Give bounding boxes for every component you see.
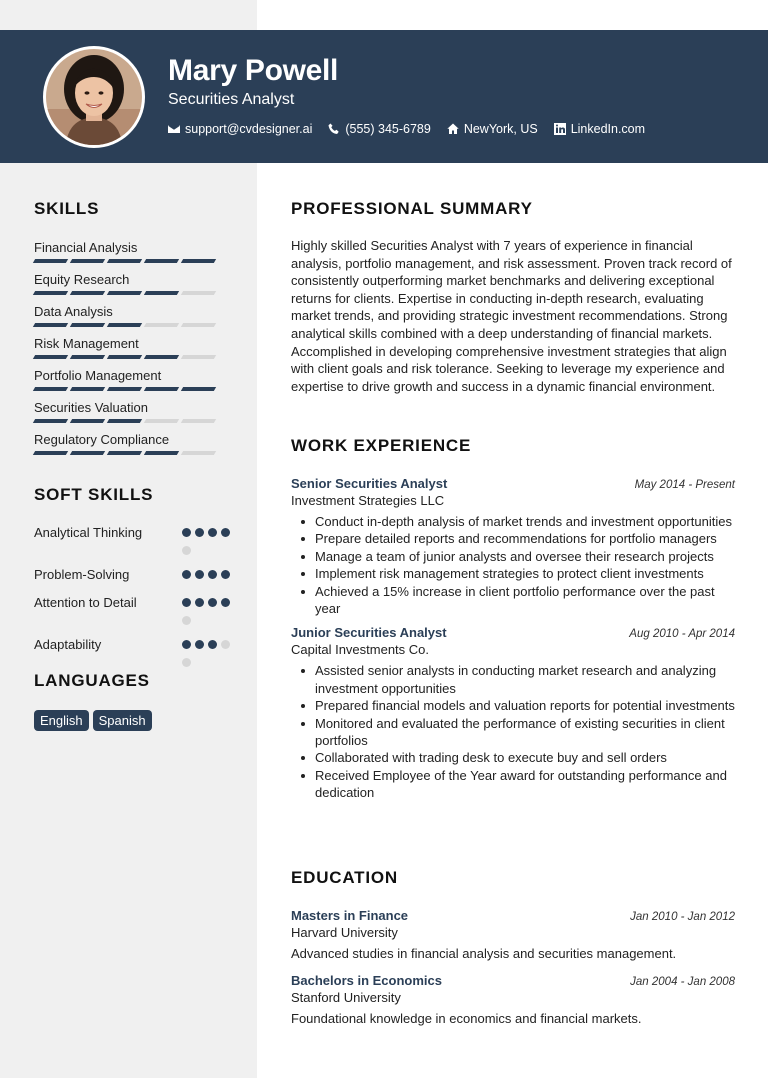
soft-skills-list xyxy=(34,524,234,676)
summary-heading: PROFESSIONAL SUMMARY xyxy=(291,199,533,218)
skill-label: Data Analysis xyxy=(34,304,113,319)
soft-skills-section xyxy=(34,485,234,676)
rating-dot xyxy=(221,570,230,579)
rating-dot xyxy=(195,570,204,579)
skill-row xyxy=(34,271,234,303)
skill-level-bar xyxy=(34,419,234,423)
skill-level-segment xyxy=(144,259,179,263)
rating-dot xyxy=(221,598,230,607)
job-bullets xyxy=(291,662,735,801)
education-entry xyxy=(291,973,735,1026)
skill-label: Financial Analysis xyxy=(34,240,138,255)
skill-label: Regulatory Compliance xyxy=(34,432,170,447)
rating-dot xyxy=(195,528,204,537)
contact-location-text: NewYork, US xyxy=(463,122,538,136)
skill-level-bar xyxy=(34,259,234,263)
language-badges xyxy=(34,710,234,731)
soft-skill-rating xyxy=(182,570,234,588)
home-icon xyxy=(447,123,459,135)
bullet-item: Prepare detailed reports and recommendations for portfolio managers xyxy=(291,530,735,547)
skill-level-segment xyxy=(144,451,179,455)
skills-heading: SKILLS xyxy=(34,199,100,218)
rating-dot xyxy=(182,640,191,649)
contact-email[interactable] xyxy=(168,122,312,136)
soft-skill-row xyxy=(34,594,234,634)
rating-dot xyxy=(182,616,191,625)
skills-section xyxy=(34,199,234,463)
soft-skill-label: Analytical Thinking xyxy=(34,525,143,540)
rating-dot xyxy=(221,640,230,649)
skill-level-segment xyxy=(70,355,105,359)
bullet-item: Conduct in-depth analysis of market trends and investment opportunities xyxy=(291,513,735,530)
skill-level-segment xyxy=(33,419,68,423)
education-heading: EDUCATION xyxy=(291,868,398,887)
skill-level-segment xyxy=(181,451,216,455)
school-name: Stanford University xyxy=(291,990,401,1005)
rating-dot xyxy=(182,658,191,667)
skill-level-segment xyxy=(144,387,179,391)
contact-phone-text: (555) 345-6789 xyxy=(345,122,431,136)
education-section xyxy=(291,868,735,1026)
degree-title: Bachelors in Economics xyxy=(291,973,442,988)
soft-skill-rating xyxy=(182,528,234,564)
skill-level-segment xyxy=(181,259,216,263)
job-entry xyxy=(291,625,735,801)
skill-level-segment xyxy=(144,323,179,327)
skill-level-segment xyxy=(107,355,142,359)
skill-label: Portfolio Management xyxy=(34,368,162,383)
skill-level-segment xyxy=(70,259,105,263)
bullet-item: Prepared financial models and valuation reports for potential investments xyxy=(291,697,735,714)
skill-level-segment xyxy=(33,291,68,295)
rating-dot xyxy=(208,570,217,579)
languages-heading: LANGUAGES xyxy=(34,671,150,690)
skill-level-bar xyxy=(34,387,234,391)
soft-skill-row xyxy=(34,636,234,676)
skill-level-segment xyxy=(33,451,68,455)
bullet-item: Collaborated with trading desk to execute buy and sell orders xyxy=(291,749,735,766)
linkedin-icon xyxy=(554,123,566,135)
job-bullets xyxy=(291,513,735,617)
candidate-title: Securities Analyst xyxy=(168,91,295,108)
phone-icon xyxy=(328,123,340,135)
education-entry xyxy=(291,908,735,961)
summary-section xyxy=(291,199,735,395)
contact-bar xyxy=(168,122,661,136)
degree-date: Jan 2004 - Jan 2008 xyxy=(630,976,735,988)
skill-row xyxy=(34,367,234,399)
soft-skill-rating xyxy=(182,598,234,634)
skill-label: Securities Valuation xyxy=(34,400,148,415)
skill-level-bar xyxy=(34,355,234,359)
degree-date: Jan 2010 - Jan 2012 xyxy=(630,911,735,923)
skill-level-segment xyxy=(33,355,68,359)
experience-heading: WORK EXPERIENCE xyxy=(291,436,472,455)
skill-level-segment xyxy=(70,323,105,327)
skill-level-bar xyxy=(34,323,234,327)
job-entry xyxy=(291,476,735,617)
skill-level-segment xyxy=(33,387,68,391)
bullet-item: Monitored and evaluated the performance of existing securities in client portfolios xyxy=(291,715,735,750)
rating-dot xyxy=(195,640,204,649)
language-badge-spanish: Spanish xyxy=(93,710,152,731)
skill-level-segment xyxy=(107,451,142,455)
bullet-item: Received Employee of the Year award for outstanding performance and dedication xyxy=(291,767,735,802)
skill-row xyxy=(34,239,234,271)
skill-row xyxy=(34,303,234,335)
soft-skill-row xyxy=(34,566,234,588)
skill-level-segment xyxy=(181,355,216,359)
skill-level-segment xyxy=(70,387,105,391)
job-company: Investment Strategies LLC xyxy=(291,493,445,508)
skill-label: Risk Management xyxy=(34,336,139,351)
soft-skill-label: Adaptability xyxy=(34,637,102,652)
degree-description: Advanced studies in financial analysis and securities management. xyxy=(291,946,677,961)
rating-dot xyxy=(208,528,217,537)
skill-level-bar xyxy=(34,291,234,295)
skill-level-segment xyxy=(107,291,142,295)
skill-level-segment xyxy=(33,259,68,263)
rating-dot xyxy=(208,640,217,649)
skill-level-bar xyxy=(34,451,234,455)
rating-dot xyxy=(195,598,204,607)
skill-level-segment xyxy=(70,291,105,295)
rating-dot xyxy=(182,546,191,555)
candidate-name: Mary Powell xyxy=(168,54,339,87)
skill-level-segment xyxy=(181,419,216,423)
soft-skills-heading: SOFT SKILLS xyxy=(34,485,154,504)
bullet-item: Achieved a 15% increase in client portfolio performance over the past year xyxy=(291,583,735,618)
skill-level-segment xyxy=(181,387,216,391)
bullet-item: Manage a team of junior analysts and oversee their research projects xyxy=(291,548,735,565)
skill-row xyxy=(34,431,234,463)
contact-location xyxy=(447,122,538,136)
envelope-icon xyxy=(168,123,180,135)
rating-dot xyxy=(182,598,191,607)
avatar xyxy=(43,46,145,148)
skill-level-segment xyxy=(33,323,68,327)
skill-row xyxy=(34,335,234,367)
languages-section xyxy=(34,671,234,731)
profile-photo xyxy=(46,49,142,145)
contact-phone[interactable] xyxy=(328,122,430,136)
job-company: Capital Investments Co. xyxy=(291,642,430,658)
bullet-item: Assisted senior analysts in conducting market research and analyzing investment opportunities xyxy=(291,662,735,697)
skill-level-segment xyxy=(107,387,142,391)
rating-dot xyxy=(208,598,217,607)
job-title: Junior Securities Analyst xyxy=(291,625,447,641)
skill-level-segment xyxy=(144,291,179,295)
language-badge-english: English xyxy=(34,710,89,731)
job-date: May 2014 - Present xyxy=(634,479,735,491)
skill-level-segment xyxy=(107,323,142,327)
contact-linkedin-text: LinkedIn.com xyxy=(570,122,646,136)
rating-dot xyxy=(221,528,230,537)
skills-list xyxy=(34,239,234,463)
rating-dot xyxy=(182,528,191,537)
skill-level-segment xyxy=(107,259,142,263)
experience-section xyxy=(291,436,735,802)
skill-level-segment xyxy=(181,323,216,327)
skill-level-segment xyxy=(144,355,179,359)
degree-description: Foundational knowledge in economics and financial markets. xyxy=(291,1011,642,1026)
skill-level-segment xyxy=(107,419,142,423)
job-title: Senior Securities Analyst xyxy=(291,476,448,491)
skill-level-segment xyxy=(144,419,179,423)
rating-dot xyxy=(182,570,191,579)
job-date: Aug 2010 - Apr 2014 xyxy=(629,628,735,641)
soft-skill-label: Attention to Detail xyxy=(34,595,137,610)
contact-email-text: support@cvdesigner.ai xyxy=(185,122,313,136)
skill-row xyxy=(34,399,234,431)
school-name: Harvard University xyxy=(291,925,398,940)
contact-linkedin[interactable] xyxy=(554,122,645,136)
summary-text: Highly skilled Securities Analyst with 7 years of experience in financial analysis, portfolio management, and risk assessment. Proven track record of consistently outperforming market benchmarks and delivering exceptional returns for clients. Expertise in conducting in-depth research, evaluating market trends, and providing strategic investment recommendations. Strong analytical skills combined with a deep understanding of financial markets. Accomplished in developing comprehensive investment strategies that align with client goals and risk tolerance. Seeking to leverage my experience and expertise to drive growth and success in a dynamic financial environment. xyxy=(291,238,732,394)
degree-title: Masters in Finance xyxy=(291,908,409,923)
skill-level-segment xyxy=(181,291,216,295)
soft-skill-row xyxy=(34,524,234,564)
skill-label: Equity Research xyxy=(34,272,130,287)
soft-skill-label: Problem-Solving xyxy=(34,567,130,582)
skill-level-segment xyxy=(70,451,105,455)
skill-level-segment xyxy=(70,419,105,423)
bullet-item: Implement risk management strategies to protect client investments xyxy=(291,565,735,582)
